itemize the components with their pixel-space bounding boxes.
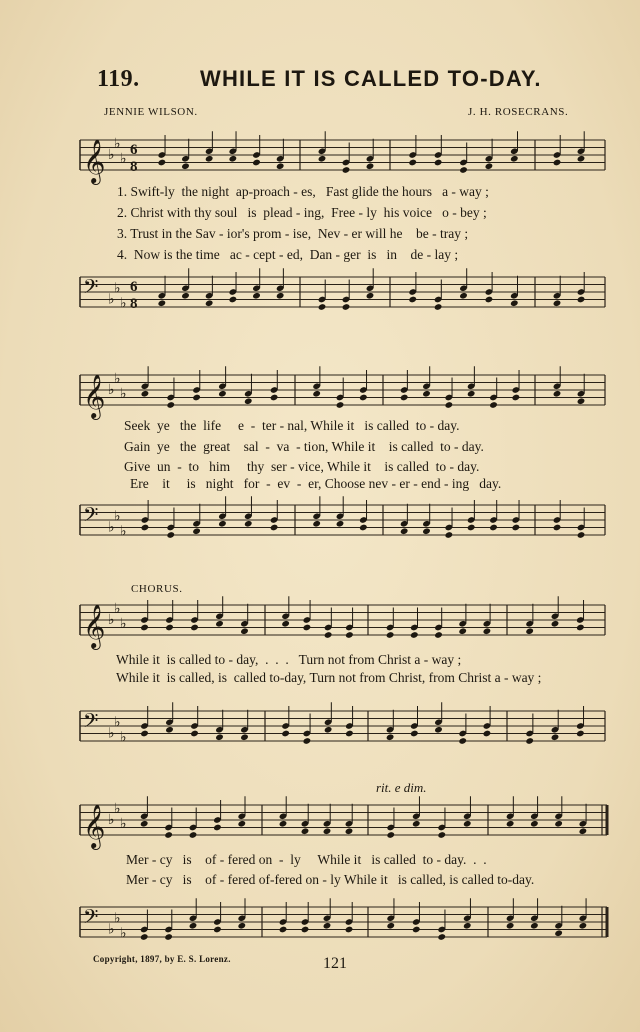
- svg-text:♭: ♭: [114, 370, 121, 387]
- svg-text:♭: ♭: [108, 291, 115, 308]
- svg-text:8: 8: [130, 159, 138, 175]
- svg-text:♭: ♭: [108, 612, 115, 628]
- svg-text:♭: ♭: [108, 921, 115, 938]
- svg-text:♭: ♭: [120, 150, 127, 167]
- lyric-line: 2. Christ with thy soul is plead - ing, Free - ly his voice o - bey ;: [117, 205, 487, 220]
- svg-text:♭: ♭: [120, 523, 127, 540]
- bass-staff: [0, 272, 640, 312]
- copyright-notice: Copyright, 1897, by E. S. Lorenz.: [93, 954, 231, 964]
- svg-text:♭: ♭: [120, 925, 127, 942]
- svg-text:𝄢: 𝄢: [83, 709, 99, 737]
- svg-text:8: 8: [130, 296, 138, 312]
- svg-text:♭: ♭: [114, 800, 121, 817]
- bass-staff: [0, 706, 640, 746]
- lyric-line: Ere it is night for - ev - er, Choose nev - er - end - ing day.: [130, 476, 502, 491]
- bass-staff: [0, 500, 640, 540]
- treble-staff: [0, 370, 640, 418]
- lyric-line: Mer - cy is of - fered on - ly While it is called to - day. . .: [126, 852, 487, 867]
- svg-text:𝄞: 𝄞: [83, 374, 106, 418]
- lyric-line: Gain ye the great sal - va - tion, While it is called to - day.: [124, 439, 484, 454]
- svg-text:♭: ♭: [120, 615, 127, 632]
- svg-text:♭: ♭: [108, 382, 115, 398]
- tempo-mark: rit. e dim.: [376, 780, 427, 795]
- lyric-line: While it is called, is called to-day, Turn not from Christ, from Christ a - way ;: [116, 670, 542, 685]
- svg-text:♭: ♭: [120, 729, 127, 746]
- lyric-line: 3. Trust in the Sav - ior's prom - ise, Nev - er will he be - tray ;: [117, 226, 469, 241]
- lyric-line: Seek ye the life e - ter - nal, While it is called to - day.: [124, 418, 460, 433]
- svg-text:♭: ♭: [114, 600, 121, 617]
- svg-text:♭: ♭: [114, 135, 121, 152]
- svg-text:♭: ♭: [114, 508, 121, 525]
- svg-text:♭: ♭: [114, 910, 121, 927]
- composer-credit: J. H. ROSECRANS.: [468, 106, 569, 118]
- lyricist-credit: JENNIE WILSON.: [104, 106, 198, 118]
- svg-text:♭: ♭: [108, 725, 115, 742]
- hymn-number: 119.: [97, 66, 140, 92]
- chorus-label: CHORUS.: [131, 583, 183, 595]
- treble-staff: [0, 600, 640, 648]
- hymn-title: WHILE IT IS CALLED TO-DAY.: [200, 66, 542, 91]
- svg-text:6: 6: [130, 142, 138, 158]
- svg-text:𝄞: 𝄞: [83, 604, 106, 648]
- svg-text:𝄢: 𝄢: [83, 275, 99, 303]
- svg-text:♭: ♭: [114, 714, 121, 731]
- page-number: 121: [323, 955, 347, 972]
- bass-staff: [0, 902, 640, 942]
- svg-text:𝄢: 𝄢: [83, 905, 99, 933]
- lyric-line: Give un - to him thy ser - vice, While it is called to - day.: [124, 459, 480, 474]
- svg-text:♭: ♭: [108, 812, 115, 828]
- svg-text:♭: ♭: [120, 385, 127, 402]
- svg-text:𝄞: 𝄞: [83, 139, 106, 183]
- svg-text:♭: ♭: [114, 280, 121, 297]
- svg-text:𝄞: 𝄞: [83, 804, 106, 848]
- lyric-line: 4. Now is the time ac - cept - ed, Dan - ger is in de - lay ;: [117, 247, 459, 262]
- lyric-line: Mer - cy is of - fered of-fered on - ly While it is called, is called to-day.: [126, 872, 535, 887]
- svg-text:♭: ♭: [120, 815, 127, 832]
- lyric-line: 1. Swift-ly the night ap-proach - es, Fast glide the hours a - way ;: [117, 184, 489, 199]
- treble-staff: [0, 135, 640, 183]
- lyric-line: While it is called to - day, . . . Turn not from Christ a - way ;: [116, 652, 462, 667]
- svg-text:𝄢: 𝄢: [83, 503, 99, 531]
- svg-text:6: 6: [130, 279, 138, 295]
- svg-text:♭: ♭: [120, 295, 127, 312]
- svg-text:♭: ♭: [108, 519, 115, 536]
- svg-text:♭: ♭: [108, 147, 115, 163]
- treble-staff: [0, 800, 640, 848]
